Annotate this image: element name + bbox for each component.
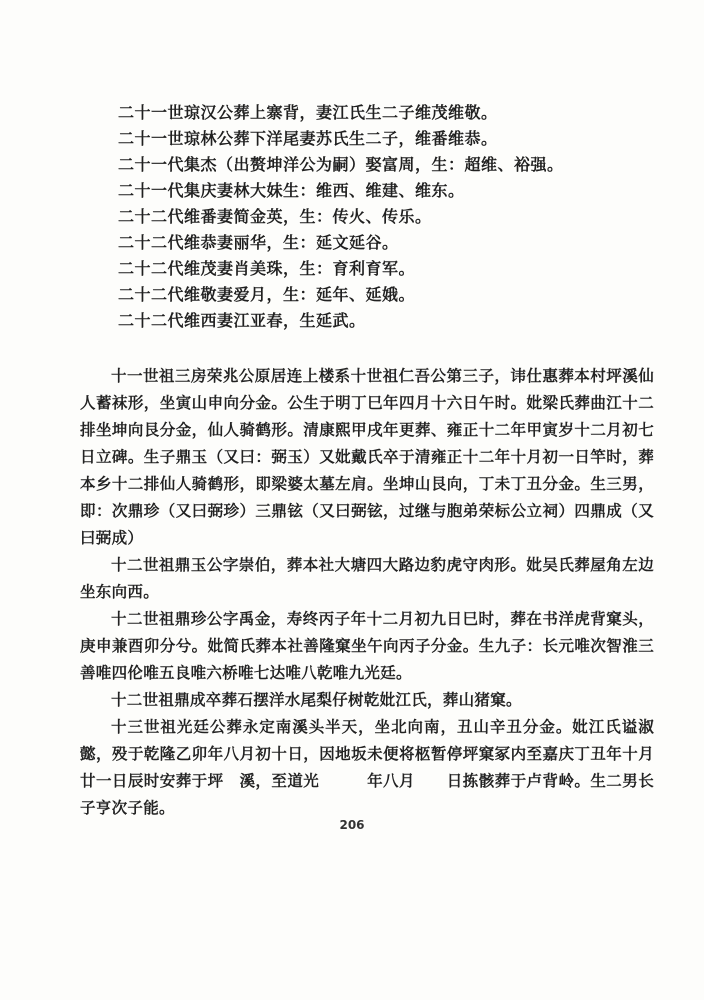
generation-list — [118, 100, 658, 334]
generation-line: 二十二代维敬妻爱月，生：延年、延娥。 — [118, 285, 416, 304]
page-number: 206 — [339, 818, 365, 832]
generation-line: 二十一世琼林公葬下洋尾妻苏氏生二子，维番维恭。 — [118, 129, 498, 148]
generation-line: 二十一代集杰（出赘坤洋公为嗣）娶富周，生：超维、裕强。 — [118, 155, 564, 174]
generation-line: 二十二代维茂妻肖美珠，生：育利育军。 — [118, 259, 416, 278]
generation-line: 二十二代维恭妻丽华，生：延文延谷。 — [118, 233, 399, 252]
paragraph-rongzhao: 十一世祖三房荣兆公原居连上楼系十世祖仁吾公第三子，讳仕惠葬本村坪溪仙人蓄袜形，坐寅山申向分金。公生于明丁巳年四月十六日午时。妣梁氏葬曲江十二排坐坤向艮分金，仙人骑鹤形。清康熙甲戌年更葬、雍正十二年甲寅岁十二月初七日立碑。生子鼎玉（又曰：弼玉）又妣戴氏卒于清雍正十二年十月初一日竿时，葬本乡十二排仙人骑鹤形，即梁婆太墓左肩。坐坤山艮向，丁未丁丑分金。生三男，即：次鼎珍（又曰弼珍）三鼎铉（又曰弼铉，过继与胞弟荣标公立祠）四鼎成（又曰弼成） — [80, 366, 654, 547]
generation-line: 二十一世琼汉公葬上寨背，妻江氏生二子维茂维敬。 — [118, 103, 498, 122]
paragraph-guangting: 十三世祖光廷公葬永定南溪头半天，坐北向南，丑山辛丑分金。妣江氏谥淑懿，殁于乾隆乙卯年八月初十日，因地坂未便将柩暂停坪窠冢内至嘉庆丁丑年十月廿一日辰时安葬于坪 溪，至道光 年八月 日拣骸葬于卢背岭。生二男长子亨次子能。 — [80, 717, 654, 817]
generation-line: 二十一代集庆妻林大妹生：维西、维建、维东。 — [118, 181, 465, 200]
ancestor-narrative — [80, 362, 654, 821]
paragraph-dingzhen: 十二世祖鼎珍公字禹金，寿终丙子年十二月初九日巳时，葬在书洋虎背窠头，庚申兼酉卯分兮。妣简氏葬本社善隆窠坐午向丙子分金。生九子：长元唯次智淮三善唯四伦唯五良唯六桥唯七达唯八乾唯九光廷。 — [80, 609, 654, 682]
generation-line: 二十二代维番妻简金英，生：传火、传乐。 — [118, 207, 432, 226]
generation-line: 二十二代维西妻江亚春，生延武。 — [118, 311, 366, 330]
paragraph-dingcheng: 十二世祖鼎成卒葬石摆洋水尾梨仔树乾妣江氏，葬山猪窠。 — [111, 690, 522, 709]
paragraph-dingyu: 十二世祖鼎玉公字崇伯，葬本社大塘四大路边豹虎守肉形。妣吴氏葬屋角左边坐东向西。 — [80, 555, 654, 601]
